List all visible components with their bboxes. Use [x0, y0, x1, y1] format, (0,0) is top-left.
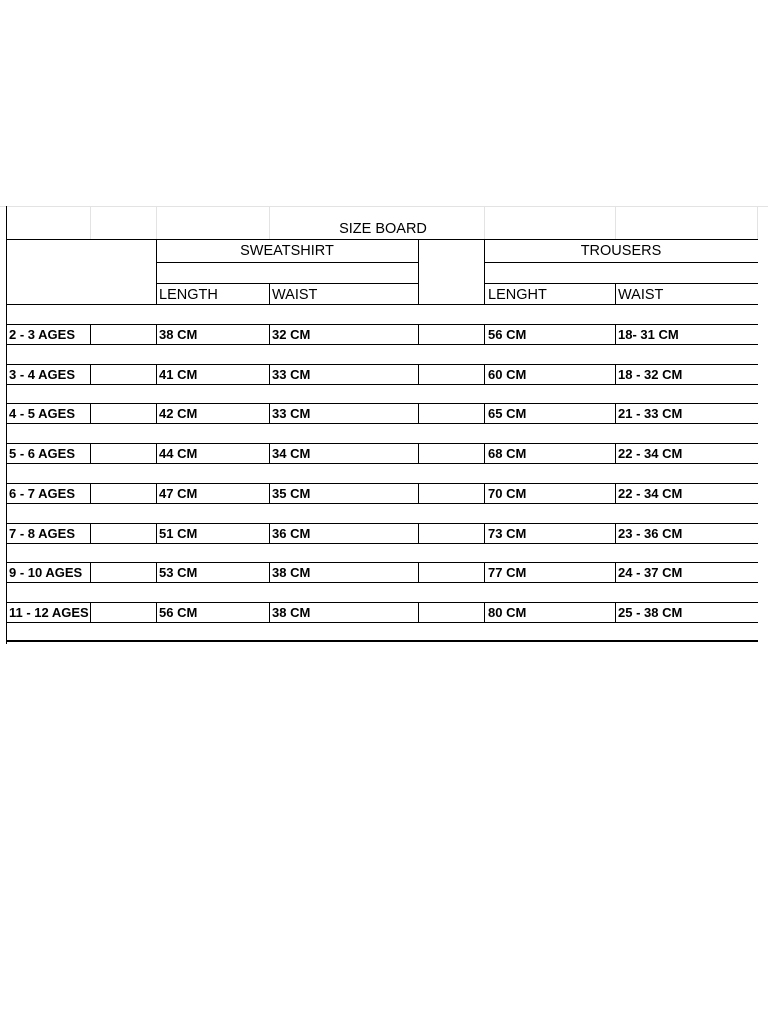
gridline: [269, 206, 270, 240]
cell-divider: [156, 403, 157, 423]
row-top-line: [6, 403, 758, 404]
cell-divider: [269, 324, 270, 344]
cell-sw-waist: 36 CM: [272, 526, 311, 541]
cell-divider: [484, 602, 485, 622]
cell-age: 4 - 5 AGES: [9, 406, 75, 421]
cell-divider: [484, 443, 485, 463]
sweatshirt-header: SWEATSHIRT: [240, 243, 334, 259]
cell-divider: [269, 602, 270, 622]
cell-divider: [269, 483, 270, 503]
gridline: [484, 206, 485, 240]
row-bottom-line: [6, 543, 758, 544]
gridline: [90, 206, 91, 240]
cell-divider: [156, 364, 157, 384]
trousers-header: TROUSERS: [580, 243, 662, 259]
cell-divider: [418, 364, 419, 384]
cell-divider: [484, 562, 485, 582]
cell-divider: [156, 324, 157, 344]
cell-divider: [418, 483, 419, 503]
cell-tr-length: 73 CM: [488, 526, 527, 541]
cell-sw-waist: 34 CM: [272, 446, 311, 461]
cell-sw-waist: 38 CM: [272, 605, 311, 620]
gridline: [615, 206, 616, 240]
cell-divider: [269, 562, 270, 582]
row-bottom-line: [6, 344, 758, 345]
cell-divider: [418, 523, 419, 543]
cell-divider: [418, 403, 419, 423]
cell-sw-waist: 38 CM: [272, 565, 311, 580]
cell-tr-length: 70 CM: [488, 486, 527, 501]
size-board-title: SIZE BOARD: [339, 221, 427, 237]
cell-sw-waist: 35 CM: [272, 486, 311, 501]
sweatshirt-length-header: LENGTH: [159, 287, 218, 303]
cell-sw-length: 47 CM: [159, 486, 198, 501]
cell-divider: [615, 443, 616, 463]
gridline: [156, 206, 157, 240]
trousers-group-underline: [484, 262, 758, 263]
header-divider: [615, 283, 616, 305]
cell-divider: [90, 364, 91, 384]
cell-divider: [418, 602, 419, 622]
row-bottom-line: [6, 503, 758, 504]
cell-divider: [484, 483, 485, 503]
cell-sw-length: 42 CM: [159, 406, 198, 421]
trousers-subheader-line: [484, 283, 758, 284]
cell-age: 7 - 8 AGES: [9, 526, 75, 541]
cell-divider: [90, 443, 91, 463]
cell-divider: [90, 602, 91, 622]
cell-divider: [418, 324, 419, 344]
table-bottom-border: [6, 640, 758, 642]
row-top-line: [6, 602, 758, 603]
cell-tr-length: 60 CM: [488, 367, 527, 382]
row-bottom-line: [6, 582, 758, 583]
row-bottom-line: [6, 423, 758, 424]
cell-sw-length: 38 CM: [159, 327, 198, 342]
cell-divider: [615, 602, 616, 622]
cell-divider: [615, 483, 616, 503]
header-divider: [269, 283, 270, 305]
cell-divider: [418, 443, 419, 463]
cell-tr-waist: 22 - 34 CM: [618, 446, 683, 461]
cell-divider: [269, 443, 270, 463]
gridline: [757, 206, 758, 240]
cell-divider: [156, 483, 157, 503]
row-top-line: [6, 443, 758, 444]
row-top-line: [6, 364, 758, 365]
cell-divider: [90, 483, 91, 503]
cell-divider: [269, 364, 270, 384]
cell-tr-waist: 25 - 38 CM: [618, 605, 683, 620]
cell-sw-length: 53 CM: [159, 565, 198, 580]
cell-divider: [90, 324, 91, 344]
cell-sw-waist: 32 CM: [272, 327, 311, 342]
cell-sw-waist: 33 CM: [272, 367, 311, 382]
row-bottom-line: [6, 384, 758, 385]
cell-divider: [615, 523, 616, 543]
cell-divider: [156, 523, 157, 543]
cell-tr-waist: 24 - 37 CM: [618, 565, 683, 580]
cell-divider: [615, 364, 616, 384]
cell-divider: [90, 523, 91, 543]
cell-tr-length: 68 CM: [488, 446, 527, 461]
cell-divider: [484, 364, 485, 384]
cell-divider: [418, 562, 419, 582]
row-bottom-line: [6, 622, 758, 623]
cell-sw-length: 44 CM: [159, 446, 198, 461]
cell-tr-length: 80 CM: [488, 605, 527, 620]
cell-divider: [90, 562, 91, 582]
cell-tr-waist: 18- 31 CM: [618, 327, 679, 342]
cell-tr-length: 65 CM: [488, 406, 527, 421]
cell-divider: [156, 602, 157, 622]
cell-divider: [90, 403, 91, 423]
cell-tr-length: 77 CM: [488, 565, 527, 580]
sweatshirt-group-underline: [156, 262, 418, 263]
cell-sw-length: 56 CM: [159, 605, 198, 620]
trousers-length-header: LENGHT: [488, 287, 547, 303]
trousers-waist-header: WAIST: [618, 287, 664, 303]
cell-age: 2 - 3 AGES: [9, 327, 75, 342]
cell-divider: [615, 562, 616, 582]
gridline: [0, 206, 768, 207]
cell-sw-length: 51 CM: [159, 526, 198, 541]
cell-divider: [484, 324, 485, 344]
cell-divider: [484, 403, 485, 423]
header-bottom-line: [6, 304, 758, 305]
cell-tr-waist: 18 - 32 CM: [618, 367, 683, 382]
cell-sw-length: 41 CM: [159, 367, 198, 382]
cell-divider: [615, 403, 616, 423]
sheet-left-edge: [6, 206, 7, 644]
sweatshirt-waist-header: WAIST: [272, 287, 318, 303]
cell-age: 6 - 7 AGES: [9, 486, 75, 501]
cell-divider: [615, 324, 616, 344]
cell-age: 5 - 6 AGES: [9, 446, 75, 461]
cell-divider: [269, 523, 270, 543]
header-divider: [418, 239, 419, 305]
cell-age: 9 - 10 AGES: [9, 565, 83, 580]
title-underline: [6, 239, 758, 240]
cell-sw-waist: 33 CM: [272, 406, 311, 421]
row-top-line: [6, 562, 758, 563]
cell-tr-length: 56 CM: [488, 327, 527, 342]
cell-divider: [156, 443, 157, 463]
cell-divider: [484, 523, 485, 543]
cell-divider: [269, 403, 270, 423]
cell-age: 3 - 4 AGES: [9, 367, 75, 382]
cell-tr-waist: 23 - 36 CM: [618, 526, 683, 541]
cell-divider: [156, 562, 157, 582]
row-bottom-line: [6, 463, 758, 464]
cell-age: 11 - 12 AGES: [9, 605, 89, 620]
row-top-line: [6, 324, 758, 325]
cell-tr-waist: 21 - 33 CM: [618, 406, 683, 421]
sweatshirt-subheader-line: [156, 283, 418, 284]
row-top-line: [6, 483, 758, 484]
cell-tr-waist: 22 - 34 CM: [618, 486, 683, 501]
row-top-line: [6, 523, 758, 524]
